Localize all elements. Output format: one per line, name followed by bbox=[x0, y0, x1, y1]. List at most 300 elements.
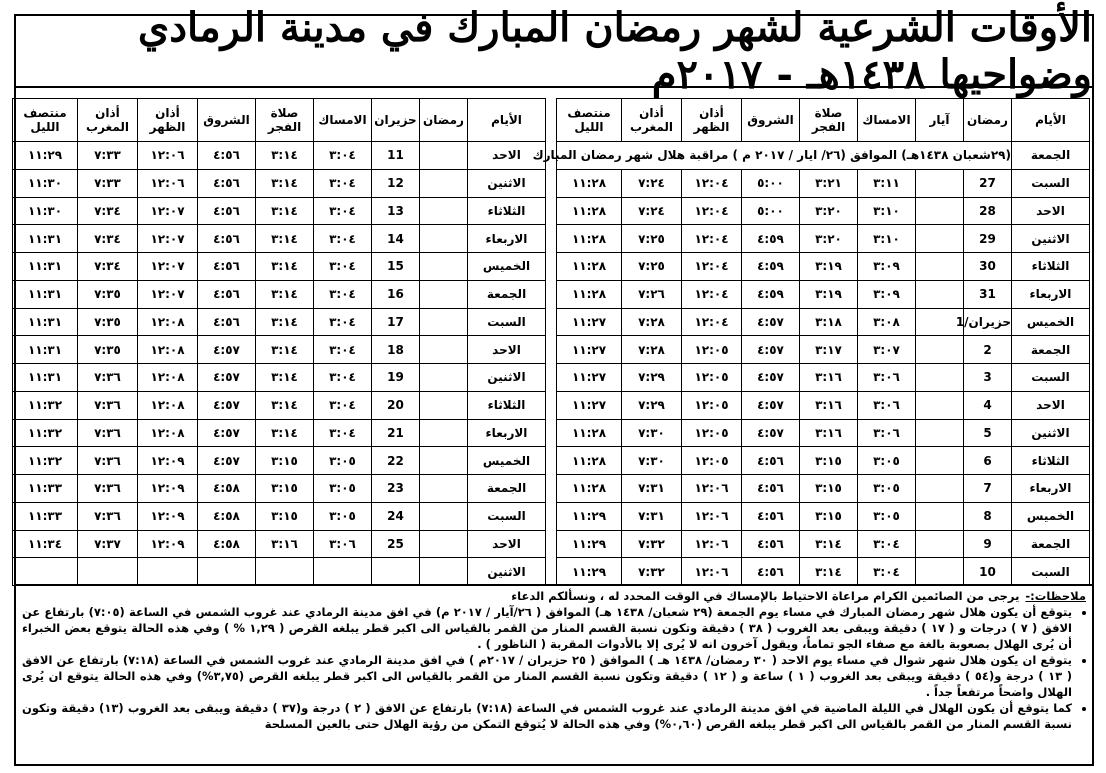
table-row bbox=[13, 419, 546, 447]
month-day-cell: 11 bbox=[372, 142, 420, 170]
day-cell: الخميس bbox=[1012, 308, 1090, 336]
table-row bbox=[557, 558, 1090, 586]
fajr-cell: ٣:٢٠ bbox=[800, 197, 858, 225]
sunrise-cell: ٤:٥٧ bbox=[742, 419, 800, 447]
day-cell: الثلاثاء bbox=[468, 197, 546, 225]
fajr-cell: ٣:١٦ bbox=[800, 364, 858, 392]
fajr-cell: ٣:١٨ bbox=[800, 308, 858, 336]
notes-section bbox=[16, 584, 1092, 764]
maghrib-cell: ٧:٢٥ bbox=[622, 225, 682, 253]
ramadan-cell: 9 bbox=[964, 530, 1012, 558]
midnight-cell: ١١:٢٨ bbox=[557, 197, 622, 225]
dhuhr-cell: ١٢:٠٨ bbox=[138, 308, 198, 336]
fajr-cell: ٣:١٩ bbox=[800, 253, 858, 281]
midnight-cell: ١١:٣١ bbox=[13, 253, 78, 281]
dhuhr-cell: ١٢:٠٥ bbox=[682, 336, 742, 364]
ramadan-cell bbox=[420, 225, 468, 253]
imsak-cell: ٣:٠٦ bbox=[314, 530, 372, 558]
imsak-cell: ٣:٠٤ bbox=[314, 253, 372, 281]
day-cell: السبت bbox=[1012, 169, 1090, 197]
fajr-cell: ٣:١٥ bbox=[256, 447, 314, 475]
fajr-cell: ٣:١٧ bbox=[800, 336, 858, 364]
ramadan-cell bbox=[420, 530, 468, 558]
table-row bbox=[13, 253, 546, 281]
fajr-cell: ٣:١٦ bbox=[256, 530, 314, 558]
fajr-cell: ٣:٢٠ bbox=[800, 225, 858, 253]
dhuhr-cell: ١٢:٠٤ bbox=[682, 280, 742, 308]
day-cell: الثلاثاء bbox=[1012, 253, 1090, 281]
ramadan-cell: 30 bbox=[964, 253, 1012, 281]
day-cell: الثلاثاء bbox=[468, 391, 546, 419]
month-day-cell: 23 bbox=[372, 475, 420, 503]
ramadan-cell bbox=[420, 419, 468, 447]
ramadan-cell: 8 bbox=[964, 502, 1012, 530]
ramadan-cell: 31 bbox=[964, 280, 1012, 308]
table-row bbox=[557, 475, 1090, 503]
month-day-cell: 16 bbox=[372, 280, 420, 308]
imsak-cell: ٣:٠٥ bbox=[858, 502, 916, 530]
maghrib-cell: ٧:٢٦ bbox=[622, 280, 682, 308]
day-cell: السبت bbox=[468, 308, 546, 336]
midnight-cell: ١١:٢٨ bbox=[557, 253, 622, 281]
day-cell: الاحد bbox=[468, 142, 546, 170]
day-cell: الاربعاء bbox=[468, 419, 546, 447]
table-row bbox=[557, 447, 1090, 475]
column-header: الشروق bbox=[198, 99, 256, 142]
sunrise-cell: ٤:٥٦ bbox=[198, 142, 256, 170]
dhuhr-cell: ١٢:٠٤ bbox=[682, 225, 742, 253]
imsak-cell: ٣:٠٩ bbox=[858, 280, 916, 308]
column-header: رمضان bbox=[420, 99, 468, 142]
dhuhr-cell: ١٢:٠٧ bbox=[138, 280, 198, 308]
dhuhr-cell: ١٢:٠٤ bbox=[682, 197, 742, 225]
maghrib-cell: ٧:٣٦ bbox=[78, 419, 138, 447]
column-header: صلاة الفجر bbox=[256, 99, 314, 142]
maghrib-cell: ٧:٣٢ bbox=[622, 558, 682, 586]
fajr-cell: ٣:١٤ bbox=[256, 253, 314, 281]
ramadan-cell bbox=[420, 364, 468, 392]
note-item: • يتوقع ان يكون هلال شهر شوال في مساء يوم الاحد ( ٣٠ رمضان/ ١٤٣٨ هـ ) الموافق ( ٢٥ حزيران / ٢٠١٧م ) في افق مدينة الرمادي عند غروب الشمس في الساعة (٧:١٨) بارتفاع عن الافق ( ١٣ ) درجة و(٥٤ ) دقيقة ويبقى بعد الغروب ( ١ ) ساعة و ( ١٢ ) دقيقة وتكون نسبة القسم المنار من القمر بالقياس الى اكبر قطر يبلغه القرص (٣,٧٥%) وفي هذه الحالة يتوقع ان يُرى الهلال واضحاً مرتفعاً جداً . bbox=[22, 652, 1072, 700]
ramadan-cell: 29 bbox=[964, 225, 1012, 253]
maghrib-cell: ٧:٣٢ bbox=[622, 530, 682, 558]
tables-container bbox=[16, 98, 1092, 586]
day-cell: الاربعاء bbox=[1012, 475, 1090, 503]
sunrise-cell: ٤:٥٩ bbox=[742, 280, 800, 308]
dhuhr-cell: ١٢:٠٦ bbox=[138, 142, 198, 170]
midnight-cell: ١١:٣٣ bbox=[13, 502, 78, 530]
sunrise-cell bbox=[198, 558, 256, 586]
maghrib-cell: ٧:٣٠ bbox=[622, 447, 682, 475]
day-cell: السبت bbox=[468, 502, 546, 530]
day-cell: الاثنين bbox=[468, 558, 546, 586]
dhuhr-cell: ١٢:٠٨ bbox=[138, 364, 198, 392]
month-day-cell bbox=[916, 502, 964, 530]
month-day-cell bbox=[916, 225, 964, 253]
fajr-cell: ٣:١٤ bbox=[256, 364, 314, 392]
month-day-cell: 13 bbox=[372, 197, 420, 225]
imsak-cell: ٣:٠٤ bbox=[858, 530, 916, 558]
dhuhr-cell: ١٢:٠٥ bbox=[682, 364, 742, 392]
table-row bbox=[557, 308, 1090, 336]
ramadan-cell: 6 bbox=[964, 447, 1012, 475]
column-header: الشروق bbox=[742, 99, 800, 142]
sunrise-cell: ٤:٥٦ bbox=[198, 169, 256, 197]
month-day-cell bbox=[916, 197, 964, 225]
dhuhr-cell: ١٢:٠٤ bbox=[682, 308, 742, 336]
midnight-cell: ١١:٢٧ bbox=[557, 336, 622, 364]
midnight-cell: ١١:٣٢ bbox=[13, 391, 78, 419]
ramadan-cell: 4 bbox=[964, 391, 1012, 419]
sunrise-cell: ٤:٥٨ bbox=[198, 475, 256, 503]
fajr-cell: ٣:١٤ bbox=[800, 530, 858, 558]
day-cell: الاحد bbox=[468, 336, 546, 364]
fajr-cell: ٣:١٩ bbox=[800, 280, 858, 308]
left-table-header bbox=[13, 99, 546, 142]
fajr-cell: ٣:١٤ bbox=[256, 419, 314, 447]
table-row bbox=[13, 447, 546, 475]
ramadan-cell bbox=[420, 475, 468, 503]
dhuhr-cell: ١٢:٠٥ bbox=[682, 447, 742, 475]
fajr-cell: ٣:١٤ bbox=[256, 391, 314, 419]
fajr-cell: ٣:١٥ bbox=[256, 475, 314, 503]
maghrib-cell: ٧:٢٨ bbox=[622, 308, 682, 336]
month-day-cell: 20 bbox=[372, 391, 420, 419]
imsak-cell: ٣:٠٤ bbox=[314, 197, 372, 225]
month-day-cell bbox=[916, 391, 964, 419]
fajr-cell bbox=[256, 558, 314, 586]
maghrib-cell: ٧:٣٧ bbox=[78, 530, 138, 558]
midnight-cell: ١١:٣١ bbox=[13, 308, 78, 336]
month-day-cell bbox=[916, 336, 964, 364]
day-cell: الجمعة bbox=[468, 280, 546, 308]
table-row bbox=[13, 308, 546, 336]
table-row bbox=[13, 558, 546, 586]
sunrise-cell: ٤:٥٦ bbox=[198, 280, 256, 308]
dhuhr-cell: ١٢:٠٩ bbox=[138, 502, 198, 530]
midnight-cell: ١١:٢٧ bbox=[557, 308, 622, 336]
right-timetable bbox=[532, 98, 1090, 586]
ramadan-cell bbox=[420, 142, 468, 170]
imsak-cell: ٣:١٠ bbox=[858, 197, 916, 225]
column-header: الأيام bbox=[1012, 99, 1090, 142]
day-cell: الجمعة bbox=[1012, 530, 1090, 558]
month-day-cell: 17 bbox=[372, 308, 420, 336]
month-day-cell bbox=[916, 253, 964, 281]
maghrib-cell: ٧:٣٦ bbox=[78, 447, 138, 475]
day-cell: الاحد bbox=[1012, 391, 1090, 419]
table-row bbox=[13, 336, 546, 364]
notes-intro: يرجى من الصائمين الكرام مراعاة الاحتياط بالإمساك في الوقت المحدد له ، ونسألكم الدعاء bbox=[511, 589, 1020, 603]
table-row bbox=[13, 530, 546, 558]
imsak-cell: ٣:١١ bbox=[858, 169, 916, 197]
dhuhr-cell: ١٢:٠٧ bbox=[138, 253, 198, 281]
sunrise-cell: ٤:٥٦ bbox=[742, 502, 800, 530]
sunrise-cell: ٤:٥٧ bbox=[742, 308, 800, 336]
fajr-cell: ٣:١٦ bbox=[800, 391, 858, 419]
ramadan-cell: 5 bbox=[964, 419, 1012, 447]
fajr-cell: ٣:١٦ bbox=[800, 419, 858, 447]
table-row bbox=[557, 197, 1090, 225]
day-cell: الاثنين bbox=[1012, 225, 1090, 253]
fajr-cell: ٣:٢١ bbox=[800, 169, 858, 197]
midnight-cell: ١١:٢٨ bbox=[557, 225, 622, 253]
maghrib-cell: ٧:٣١ bbox=[622, 475, 682, 503]
imsak-cell: ٣:٠٩ bbox=[858, 253, 916, 281]
table-row bbox=[13, 225, 546, 253]
timetable-page bbox=[14, 4, 1094, 766]
maghrib-cell: ٧:٢٥ bbox=[622, 253, 682, 281]
month-day-cell: 12 bbox=[372, 169, 420, 197]
month-day-cell bbox=[916, 558, 964, 586]
column-header: آيار bbox=[916, 99, 964, 142]
midnight-cell: ١١:٢٧ bbox=[557, 364, 622, 392]
imsak-cell: ٣:٠٥ bbox=[314, 447, 372, 475]
imsak-cell: ٣:٠٥ bbox=[314, 475, 372, 503]
imsak-cell: ٣:٠٤ bbox=[314, 142, 372, 170]
ramadan-cell bbox=[420, 253, 468, 281]
month-day-cell bbox=[916, 530, 964, 558]
column-header: الأيام bbox=[468, 99, 546, 142]
maghrib-cell: ٧:٣٥ bbox=[78, 336, 138, 364]
table-row bbox=[13, 364, 546, 392]
ramadan-cell: 10 bbox=[964, 558, 1012, 586]
maghrib-cell: ٧:٣٥ bbox=[78, 280, 138, 308]
sunrise-cell: ٤:٥٧ bbox=[198, 364, 256, 392]
imsak-cell: ٣:٠٤ bbox=[314, 419, 372, 447]
note-item: • كما يتوقع أن يكون الهلال في الليلة الماضية في افق مدينة الرمادي عند غروب الشمس في الساعة (٧:١٨) بارتفاع عن الافق ( ٢ ) درجة و(٣٧ ) دقيقة ويبقى بعد الغروب (١٣) دقيقة وتكون نسبة القسم المنار من القمر بالقياس الى اكبر قطر يبلغه القرص (٠,٦٠%) وفي هذه الحالة لا يُتوقع التمكن من رؤية الهلال حتى بالعين المسلحة bbox=[22, 700, 1072, 732]
ramadan-cell bbox=[420, 447, 468, 475]
dhuhr-cell: ١٢:٠٦ bbox=[682, 530, 742, 558]
midnight-cell: ١١:٣١ bbox=[13, 336, 78, 364]
imsak-cell: ٣:٠٤ bbox=[314, 364, 372, 392]
table-row bbox=[557, 253, 1090, 281]
day-cell: الجمعة bbox=[1012, 142, 1090, 170]
midnight-cell: ١١:٢٨ bbox=[557, 419, 622, 447]
ramadan-cell: 3 bbox=[964, 364, 1012, 392]
fajr-cell: ٣:١٥ bbox=[800, 447, 858, 475]
fajr-cell: ٣:١٥ bbox=[800, 502, 858, 530]
ramadan-cell: 27 bbox=[964, 169, 1012, 197]
ramadan-cell bbox=[420, 197, 468, 225]
table-row bbox=[557, 336, 1090, 364]
sunrise-cell: ٤:٥٨ bbox=[198, 502, 256, 530]
imsak-cell: ٣:٠٨ bbox=[858, 308, 916, 336]
midnight-cell: ١١:٣٢ bbox=[13, 419, 78, 447]
month-day-cell bbox=[372, 558, 420, 586]
midnight-cell: ١١:٣٣ bbox=[13, 475, 78, 503]
midnight-cell: ١١:٣٢ bbox=[13, 447, 78, 475]
column-header: منتصف الليل bbox=[557, 99, 622, 142]
right-table-header bbox=[557, 99, 1090, 142]
imsak-cell: ٣:٠٤ bbox=[314, 308, 372, 336]
sunrise-cell: ٤:٥٧ bbox=[198, 391, 256, 419]
sunrise-cell: ٥:٠٠ bbox=[742, 169, 800, 197]
table-row bbox=[557, 391, 1090, 419]
midnight-cell: ١١:٢٧ bbox=[557, 391, 622, 419]
column-header: أذان الظهر bbox=[682, 99, 742, 142]
month-day-cell: 24 bbox=[372, 502, 420, 530]
sunrise-cell: ٤:٥٦ bbox=[198, 225, 256, 253]
column-header: حزيران bbox=[372, 99, 420, 142]
midnight-cell: ١١:٢٩ bbox=[557, 558, 622, 586]
note-item: • يتوقع أن يكون هلال شهر رمضان المبارك في مساء يوم الجمعة (٢٩ شعبان/ ١٤٣٨ هـ) الموافق ( ٢٦/آيار / ٢٠١٧ م) في افق مدينة الرمادي عند غروب الشمس في الساعة (٧:٠٥) بارتفاع عن الافق ( ٧ ) درجات و ( ١٧ ) دقيقة ويبقى بعد الغروب ( ٣٨ ) دقيقة وتكون نسبة القسم المنار من القمر بالقياس الى اكبر قطر يبلغه القرص ( ١,٢٩ % ) وفي هذه الحالة يتوقع بعض الخبراء أن يُرى الهلال بصعوبة بالغة مع صفاء الجو تماماً، ويقول آخرون انه لا يُرى إلا بالأدوات المقربة ( الناظور ) . bbox=[22, 604, 1072, 652]
day-cell: الاثنين bbox=[1012, 419, 1090, 447]
maghrib-cell: ٧:٢٩ bbox=[622, 364, 682, 392]
midnight-cell bbox=[13, 558, 78, 586]
imsak-cell: ٣:٠٤ bbox=[314, 169, 372, 197]
dhuhr-cell: ١٢:٠٤ bbox=[682, 169, 742, 197]
ramadan-cell bbox=[420, 391, 468, 419]
month-day-cell: 25 bbox=[372, 530, 420, 558]
column-header: أذان الظهر bbox=[138, 99, 198, 142]
midnight-cell: ١١:٣١ bbox=[13, 225, 78, 253]
sunrise-cell: ٤:٥٩ bbox=[742, 225, 800, 253]
imsak-cell: ٣:٠٥ bbox=[858, 475, 916, 503]
table-row bbox=[13, 142, 546, 170]
dhuhr-cell: ١٢:٠٨ bbox=[138, 336, 198, 364]
midnight-cell: ١١:٣٠ bbox=[13, 169, 78, 197]
imsak-cell: ٣:٠٥ bbox=[314, 502, 372, 530]
month-day-cell bbox=[916, 475, 964, 503]
column-header: أذان المغرب bbox=[622, 99, 682, 142]
maghrib-cell: ٧:٣٦ bbox=[78, 391, 138, 419]
sunrise-cell: ٥:٠٠ bbox=[742, 197, 800, 225]
ramadan-cell bbox=[420, 169, 468, 197]
imsak-cell: ٣:٠٤ bbox=[314, 391, 372, 419]
table-row bbox=[13, 280, 546, 308]
dhuhr-cell: ١٢:٠٩ bbox=[138, 530, 198, 558]
dhuhr-cell bbox=[138, 558, 198, 586]
table-row bbox=[13, 391, 546, 419]
column-header: منتصف الليل bbox=[13, 99, 78, 142]
imsak-cell: ٣:٠٤ bbox=[314, 280, 372, 308]
maghrib-cell: ٧:٢٨ bbox=[622, 336, 682, 364]
ramadan-cell: 7 bbox=[964, 475, 1012, 503]
maghrib-cell: ٧:٣٦ bbox=[78, 502, 138, 530]
table-row bbox=[557, 502, 1090, 530]
ramadan-cell bbox=[420, 336, 468, 364]
maghrib-cell: ٧:٣٣ bbox=[78, 169, 138, 197]
day-cell: الجمعة bbox=[468, 475, 546, 503]
maghrib-cell: ٧:٢٤ bbox=[622, 197, 682, 225]
day-cell: الخميس bbox=[468, 253, 546, 281]
fajr-cell: ٣:١٤ bbox=[256, 308, 314, 336]
maghrib-cell: ٧:٣٣ bbox=[78, 142, 138, 170]
maghrib-cell bbox=[78, 558, 138, 586]
sunrise-cell: ٤:٥٧ bbox=[198, 419, 256, 447]
dhuhr-cell: ١٢:٠٦ bbox=[682, 558, 742, 586]
dhuhr-cell: ١٢:٠٩ bbox=[138, 447, 198, 475]
sunrise-cell: ٤:٥٨ bbox=[198, 530, 256, 558]
midnight-cell: ١١:٢٨ bbox=[557, 280, 622, 308]
page-title: الأوقات الشرعية لشهر رمضان المبارك في مدينة الرمادي وضواحيها ١٤٣٨هـ - ٢٠١٧م bbox=[16, 16, 1092, 88]
month-day-cell: 14 bbox=[372, 225, 420, 253]
sunrise-cell: ٤:٥٦ bbox=[742, 530, 800, 558]
sunrise-cell: ٤:٥٧ bbox=[742, 364, 800, 392]
fajr-cell: ٣:١٤ bbox=[256, 280, 314, 308]
sunrise-cell: ٤:٥٧ bbox=[742, 336, 800, 364]
maghrib-cell: ٧:٣٠ bbox=[622, 419, 682, 447]
ramadan-cell: 28 bbox=[964, 197, 1012, 225]
ramadan-cell bbox=[420, 308, 468, 336]
column-header: رمضان bbox=[964, 99, 1012, 142]
month-day-cell: 19 bbox=[372, 364, 420, 392]
column-header: الامساك bbox=[314, 99, 372, 142]
dhuhr-cell: ١٢:٠٦ bbox=[682, 502, 742, 530]
month-day-cell bbox=[916, 364, 964, 392]
imsak-cell: ٣:٠٤ bbox=[314, 336, 372, 364]
day-cell: الاثنين bbox=[468, 169, 546, 197]
midnight-cell: ١١:٢٨ bbox=[557, 169, 622, 197]
dhuhr-cell: ١٢:٠٩ bbox=[138, 475, 198, 503]
imsak-cell: ٣:٠٦ bbox=[858, 364, 916, 392]
announcement-row bbox=[557, 142, 1090, 170]
imsak-cell: ٣:٠٥ bbox=[858, 447, 916, 475]
sunrise-cell: ٤:٥٧ bbox=[742, 391, 800, 419]
maghrib-cell: ٧:٣٦ bbox=[78, 364, 138, 392]
column-header: أذان المغرب bbox=[78, 99, 138, 142]
maghrib-cell: ٧:٣٤ bbox=[78, 225, 138, 253]
maghrib-cell: ٧:٣٦ bbox=[78, 475, 138, 503]
day-cell: الاربعاء bbox=[1012, 280, 1090, 308]
sunrise-cell: ٤:٥٦ bbox=[198, 308, 256, 336]
imsak-cell: ٣:٠٤ bbox=[314, 225, 372, 253]
dhuhr-cell: ١٢:٠٧ bbox=[138, 197, 198, 225]
notes-label: ملاحظات:- bbox=[1025, 589, 1086, 603]
dhuhr-cell: ١٢:٠٧ bbox=[138, 225, 198, 253]
table-row bbox=[13, 169, 546, 197]
month-day-cell bbox=[916, 447, 964, 475]
month-day-cell: 15 bbox=[372, 253, 420, 281]
fajr-cell: ٣:١٤ bbox=[256, 197, 314, 225]
day-cell: السبت bbox=[1012, 558, 1090, 586]
dhuhr-cell: ١٢:٠٨ bbox=[138, 391, 198, 419]
announcement-cell: (٢٩شعبان ١٤٣٨هـ) الموافق (٢٦/ ايار / ٢٠١٧ م ) مراقبة هلال شهر رمضان المبارك bbox=[557, 142, 1012, 170]
column-header: الامساك bbox=[858, 99, 916, 142]
day-cell: الاربعاء bbox=[468, 225, 546, 253]
maghrib-cell: ٧:٣١ bbox=[622, 502, 682, 530]
imsak-cell: ٣:١٠ bbox=[858, 225, 916, 253]
imsak-cell: ٣:٠٦ bbox=[858, 419, 916, 447]
day-cell: الخميس bbox=[468, 447, 546, 475]
day-cell: الاحد bbox=[1012, 197, 1090, 225]
dhuhr-cell: ١٢:٠٥ bbox=[682, 419, 742, 447]
imsak-cell: ٣:٠٧ bbox=[858, 336, 916, 364]
fajr-cell: ٣:١٤ bbox=[256, 169, 314, 197]
midnight-cell: ١١:٣١ bbox=[13, 280, 78, 308]
midnight-cell: ١١:٢٩ bbox=[557, 530, 622, 558]
fajr-cell: ٣:١٤ bbox=[256, 336, 314, 364]
fajr-cell: ٣:١٤ bbox=[256, 142, 314, 170]
midnight-cell: ١١:٣٠ bbox=[13, 197, 78, 225]
sunrise-cell: ٤:٥٦ bbox=[742, 558, 800, 586]
midnight-cell: ١١:٢٩ bbox=[557, 502, 622, 530]
midnight-cell: ١١:٢٩ bbox=[13, 142, 78, 170]
ramadan-cell: حزيران/1 bbox=[964, 308, 1012, 336]
maghrib-cell: ٧:٣٥ bbox=[78, 308, 138, 336]
left-timetable bbox=[12, 98, 546, 586]
table-row bbox=[557, 419, 1090, 447]
dhuhr-cell: ١٢:٠٨ bbox=[138, 419, 198, 447]
day-cell: الجمعة bbox=[1012, 336, 1090, 364]
fajr-cell: ٣:١٥ bbox=[256, 502, 314, 530]
month-day-cell bbox=[916, 280, 964, 308]
day-cell: الاحد bbox=[468, 530, 546, 558]
midnight-cell: ١١:٢٨ bbox=[557, 475, 622, 503]
maghrib-cell: ٧:٢٩ bbox=[622, 391, 682, 419]
ramadan-cell bbox=[420, 280, 468, 308]
ramadan-cell: 2 bbox=[964, 336, 1012, 364]
